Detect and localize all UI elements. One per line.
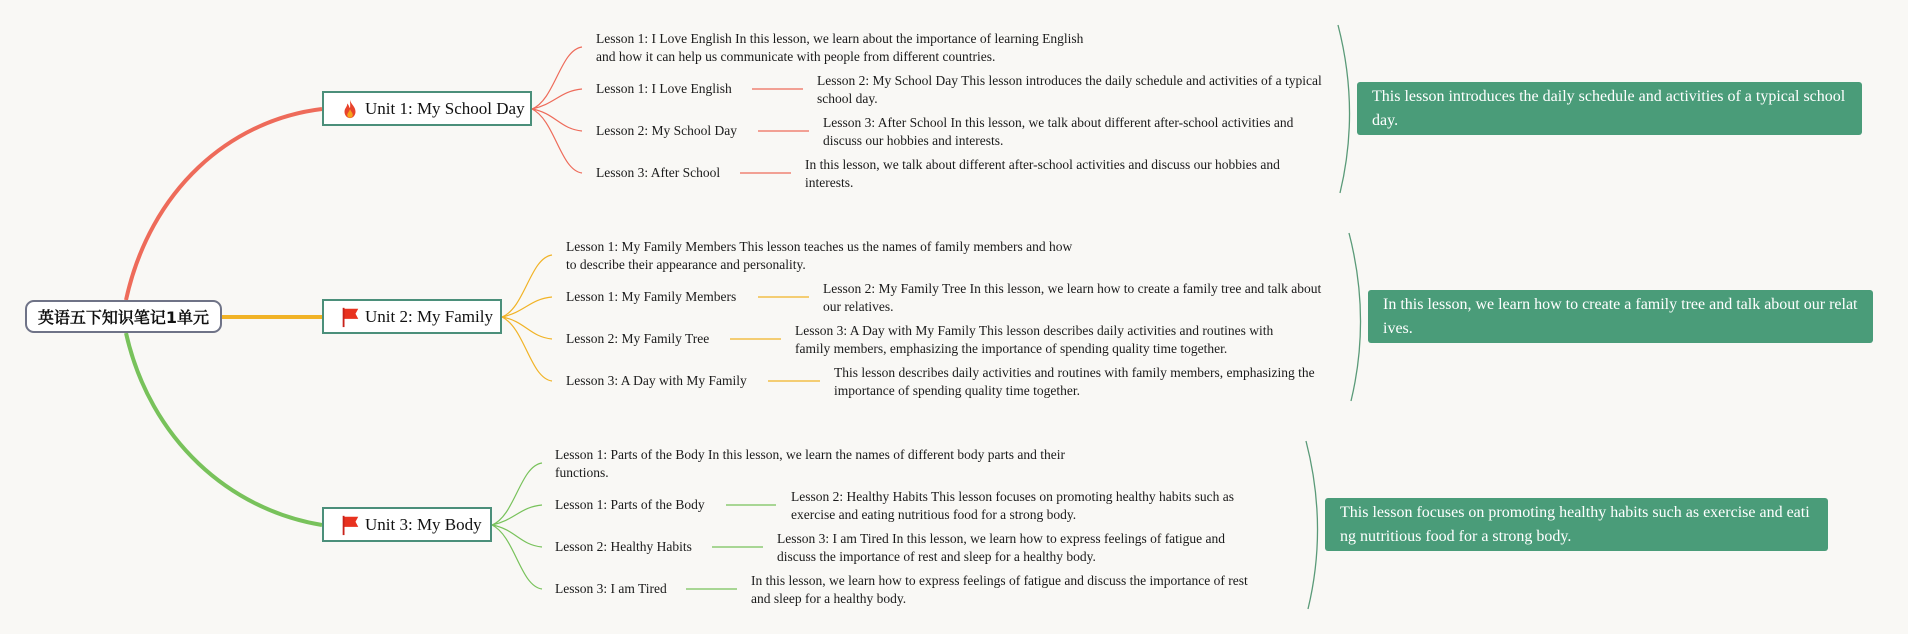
unit-1-node[interactable] [322, 91, 532, 126]
unit-2-lesson-1-label[interactable]: Lesson 1: My Family Members [566, 289, 737, 304]
branch-unit-1 [126, 109, 322, 300]
unit-3-lesson-1-detail: Lesson 2: Healthy Habits This lesson focuses on promoting healthy habits such as exercise and eating nutritious food for a strong body. [791, 489, 1234, 522]
unit-3-summary[interactable]: This lesson focuses on promoting healthy habits such as exercise and eating nutritious food for a strong body. [1325, 498, 1828, 551]
unit-1-lesson-3-detail: In this lesson, we talk about different after-school activities and discuss our hobbies and interests. [805, 157, 1280, 190]
fire-icon [339, 98, 361, 120]
summary-bracket-2 [1349, 233, 1361, 401]
unit-3-lesson-3-detail: In this lesson, we learn how to express feelings of fatigue and discuss the importance of rest and sleep for a healthy body. [751, 573, 1248, 606]
unit-3-node[interactable] [322, 507, 492, 542]
unit-2-node[interactable] [322, 299, 502, 334]
unit-1-lesson-1-detail: Lesson 2: My School Day This lesson introduces the daily schedule and activities of a typical school day. [817, 73, 1322, 106]
unit-2-lesson-3-label[interactable]: Lesson 3: A Day with My Family [566, 373, 747, 388]
red-flag-icon [339, 514, 361, 536]
unit-3-lesson-2-label[interactable]: Lesson 2: Healthy Habits [555, 539, 692, 554]
unit-2-sub-branches [502, 255, 820, 381]
unit-3-sub-branches [492, 463, 776, 589]
unit-1-lesson-2-detail: Lesson 3: After School In this lesson, we talk about different after-school activities and discuss our hobbies and interests. [823, 115, 1294, 148]
unit-1-title: Unit 1: My School Day [365, 98, 525, 118]
unit-3-lesson-1-label[interactable]: Lesson 1: Parts of the Body [555, 497, 705, 512]
unit-1-sub-branches [532, 47, 809, 173]
unit-1-lesson-3-label[interactable]: Lesson 3: After School [596, 165, 721, 180]
unit-3-lesson-3-label[interactable]: Lesson 3: I am Tired [555, 581, 667, 596]
unit-2-lesson-2-label[interactable]: Lesson 2: My Family Tree [566, 331, 710, 346]
summary-bracket-3 [1306, 441, 1318, 609]
unit-2-title: Unit 2: My Family [365, 306, 493, 326]
unit-2-lesson-2-detail: Lesson 3: A Day with My Family This lesson describes daily activities and routines with family members, emphasizing the importance of spending quality time together. [795, 323, 1274, 356]
unit-3-title: Unit 3: My Body [365, 514, 482, 534]
unit-1-intro: Lesson 1: I Love English In this lesson, we learn about the importance of learning English and how it can help us communicate with people from different countries. [596, 31, 1084, 64]
unit-1-lesson-2-label[interactable]: Lesson 2: My School Day [596, 123, 737, 138]
red-flag-icon [339, 306, 361, 328]
branch-unit-3 [126, 333, 322, 525]
unit-2-lesson-3-detail: This lesson describes daily activities and routines with family members, emphasizing the importance of spending quality time together. [834, 365, 1315, 398]
unit-2-lesson-1-detail: Lesson 2: My Family Tree In this lesson, we learn how to create a family tree and talk about our relatives. [823, 281, 1322, 314]
unit-1-summary[interactable]: This lesson introduces the daily schedule and activities of a typical school day. [1357, 82, 1862, 135]
unit-3-intro: Lesson 1: Parts of the Body In this lesson, we learn the names of different body parts and their functions. [555, 447, 1065, 480]
unit-2-summary[interactable]: In this lesson, we learn how to create a family tree and talk about our relatives. [1368, 290, 1873, 343]
root-label: 英语五下知识笔记1单元 [37, 308, 210, 327]
unit-3-lesson-2-detail: Lesson 3: I am Tired In this lesson, we learn how to express feelings of fatigue and discuss the importance of rest and sleep for a healthy body. [777, 531, 1226, 564]
root-node[interactable] [25, 300, 222, 333]
summary-bracket-1 [1338, 25, 1350, 193]
unit-1-lesson-1-label[interactable]: Lesson 1: I Love English [596, 81, 732, 96]
unit-2-intro: Lesson 1: My Family Members This lesson teaches us the names of family members and how to describe their appearance and personality. [566, 239, 1073, 272]
